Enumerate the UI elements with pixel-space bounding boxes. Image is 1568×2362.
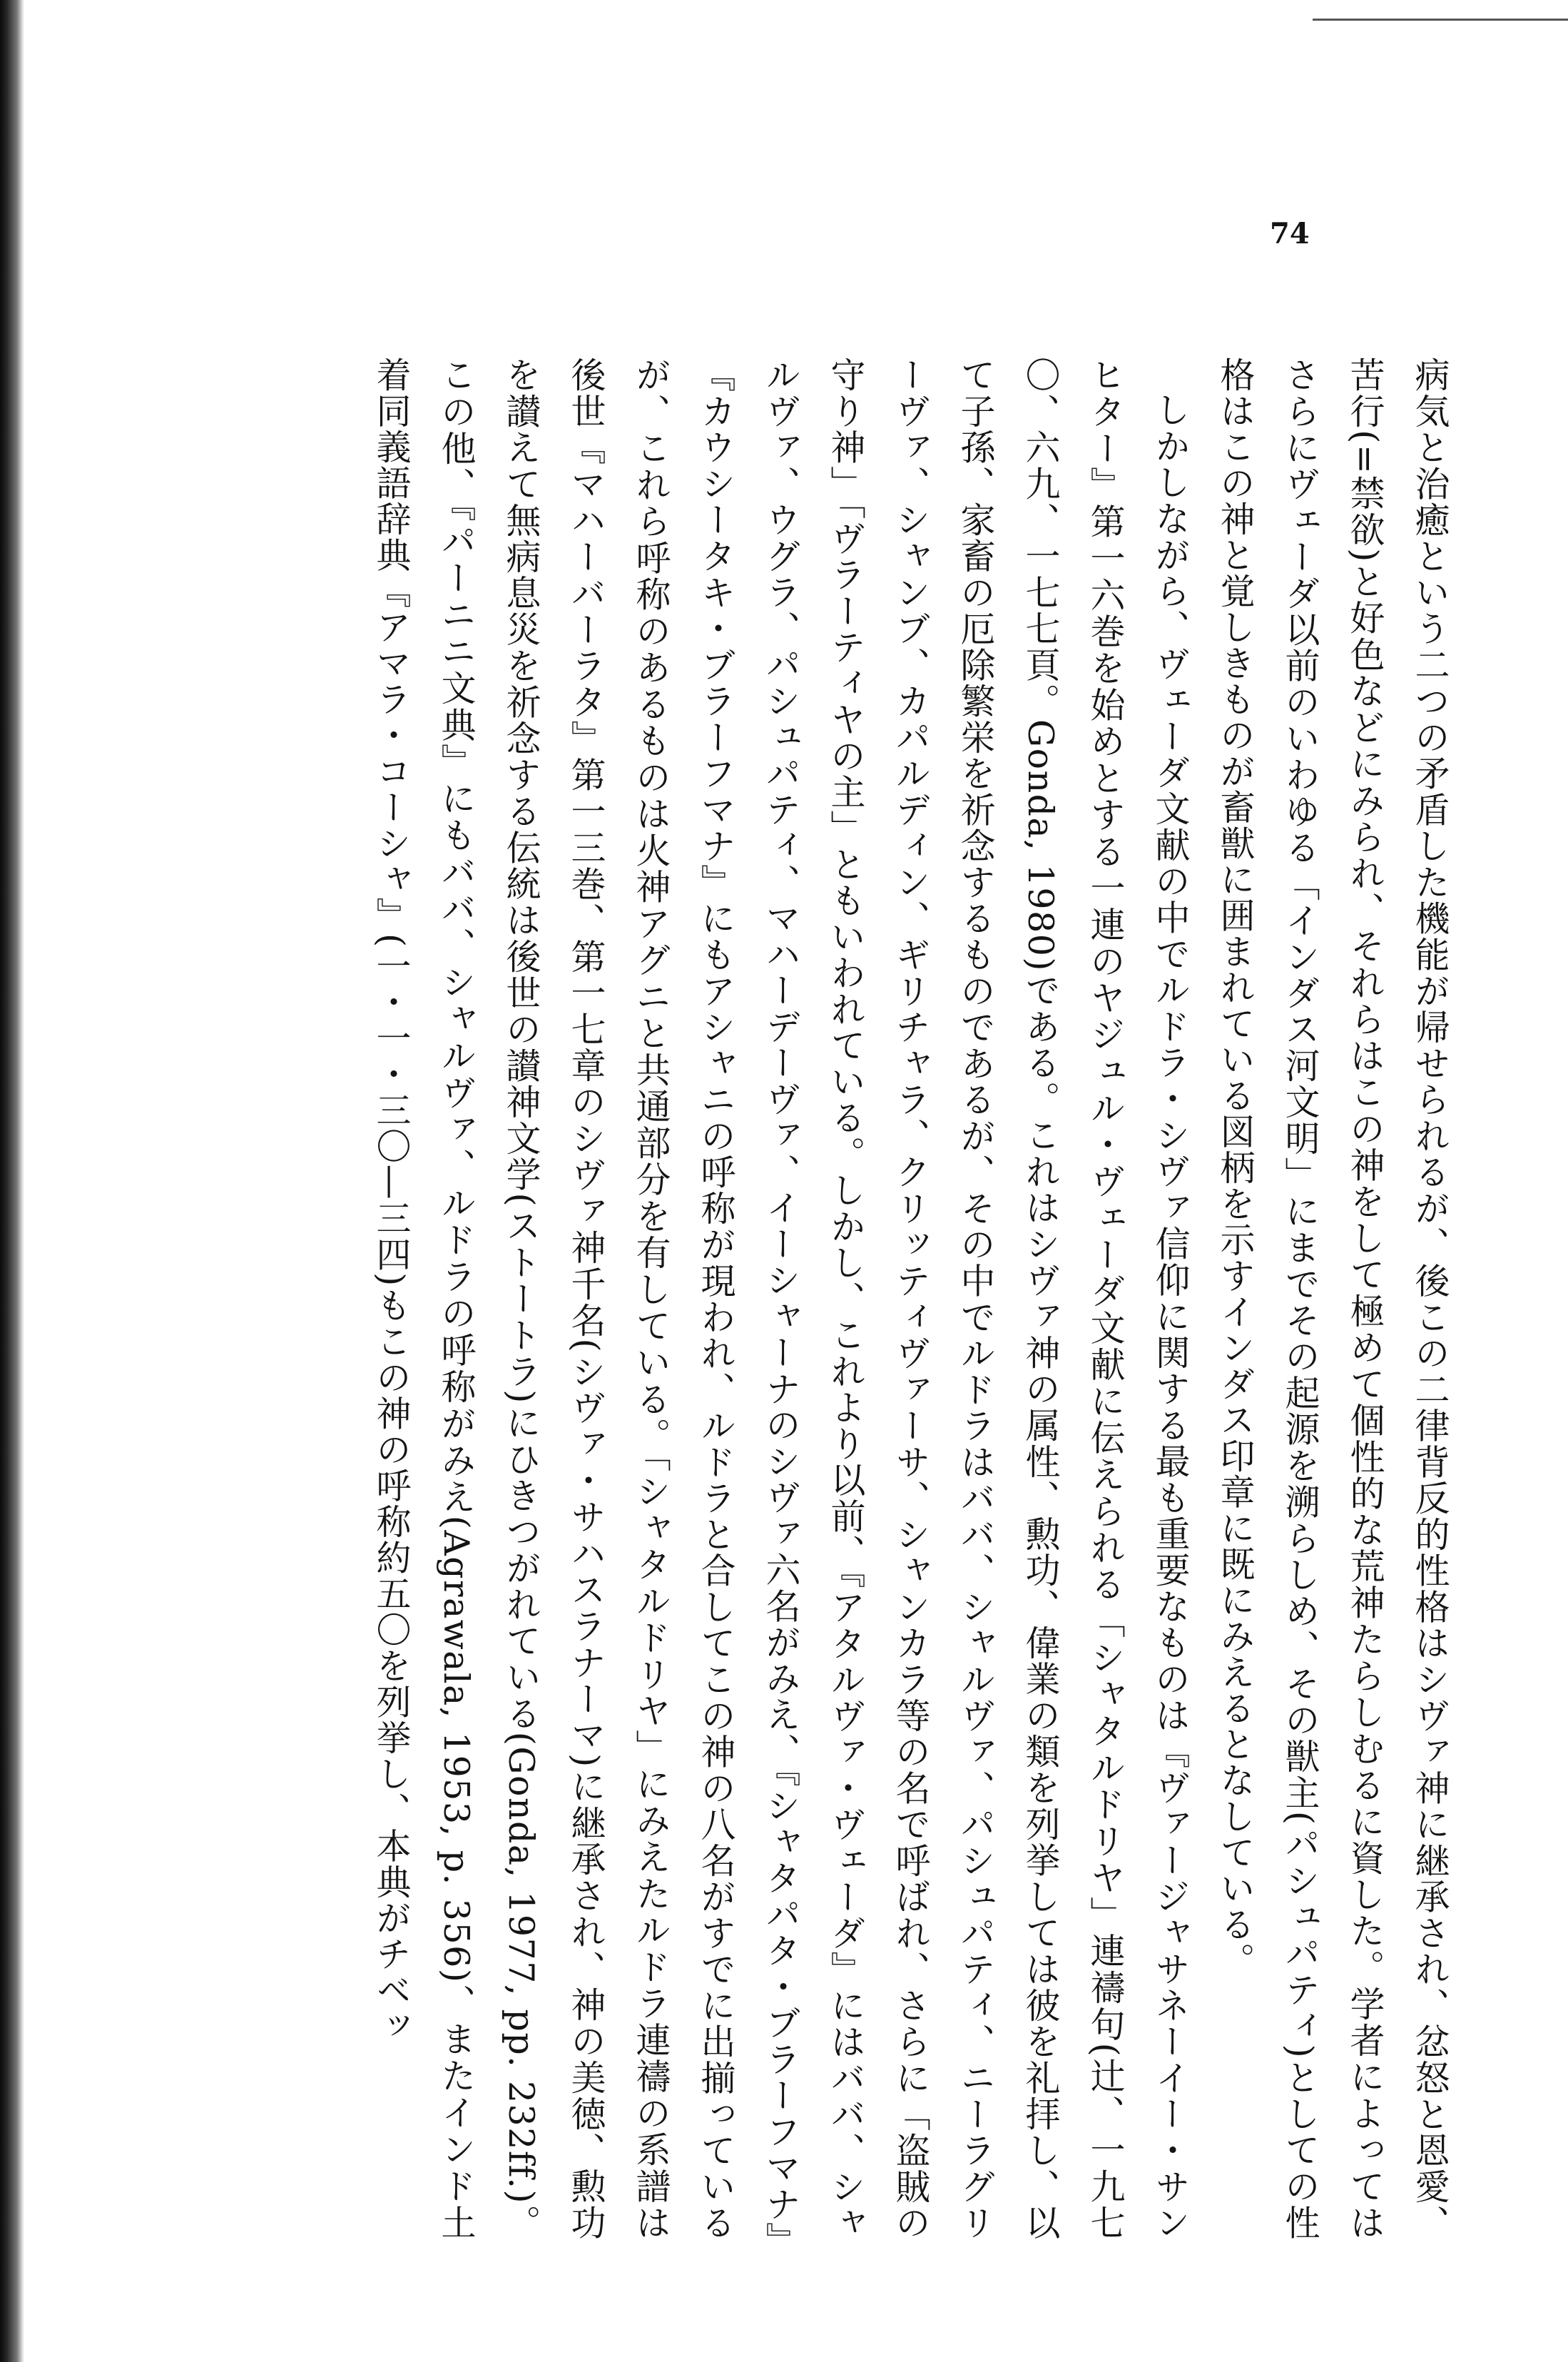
header-rule bbox=[1313, 19, 1568, 21]
book-spine-shadow bbox=[0, 0, 24, 2362]
page-number: 74 bbox=[1270, 217, 1310, 250]
body-text bbox=[164, 357, 1462, 2241]
paragraph-2: しかしながら、ヴェーダ文献の中でルドラ・シヴァ信仰に関する最も重要なものは『ヴァージャサネーイー・サンヒター』第一六巻を始めとする一連のヤジュル・ヴェーダ文献に伝えられる「シャタルドリヤ」連禱句(辻、一九七〇、六九、一七七頁。Gonda, 1980)である。これはシヴァ神の属性、勲功、偉業の類を列挙しては彼を礼拝し、以て子孫、家畜の厄除繁栄を祈念するものであるが、その中でルドラはババ、シャルヴァ、パシュパティ、ニーラグリーヴァ、シャンブ、カパルディン、ギリチャラ、クリッティヴァーサ、シャンカラ等の名で呼ばれ、さらに「盗賊の守り神」「ヴラーティヤの主」ともいわれている。しかし、これより以前、『アタルヴァ・ヴェーダ』にはババ、シャルヴァ、ウグラ、パシュパティ、マハーデーヴァ、イーシャーナのシヴァ六名がみえ、『シャタパタ・ブラーフマナ』『カウシータキ・ブラーフマナ』にもアシャニの呼称が現われ、ルドラと合してこの神の八名がすでに出揃っているが、これら呼称のあるものは火神アグニと共通部分を有している。「シャタルドリヤ」にみえたルドラ連禱の系譜は後世『マハーバーラタ』第一三巻、第一七章のシヴァ神千名(シヴァ・サハスラナーマ)に継承され、神の美徳、勲功を讃えて無病息災を祈念する伝統は後世の讃神文学(ストートラ)にひきつがれている(Gonda, 1977, pp. 232ff.)。この他、『パーニニ文典』にもババ、シャルヴァ、ルドラの呼称がみえ(Agrawala, 1953, p. 356)、またインド土着同義語辞典『アマラ・コーシャ』(一・一・三〇—三四)もこの神の呼称約五〇を列挙し、本典がチベッ bbox=[371, 357, 1191, 2241]
paragraph-1: 病気と治癒という二つの矛盾した機能が帰せられるが、後この二律背反的性格はシヴァ神に継承され、忿怒と恩愛、苦行(=禁欲)と好色などにみられ、それらはこの神をして極めて個性的な荒神たらしむるに資した。学者によってはさらにヴェーダ以前のいわゆる「インダス河文明」にまでその起源を溯らしめ、その獣主(パシュパティ)としての性格はこの神と覚しきものが畜獣に囲まれている図柄を示すインダス印章に既にみえるとなしている。 bbox=[1215, 357, 1450, 2241]
